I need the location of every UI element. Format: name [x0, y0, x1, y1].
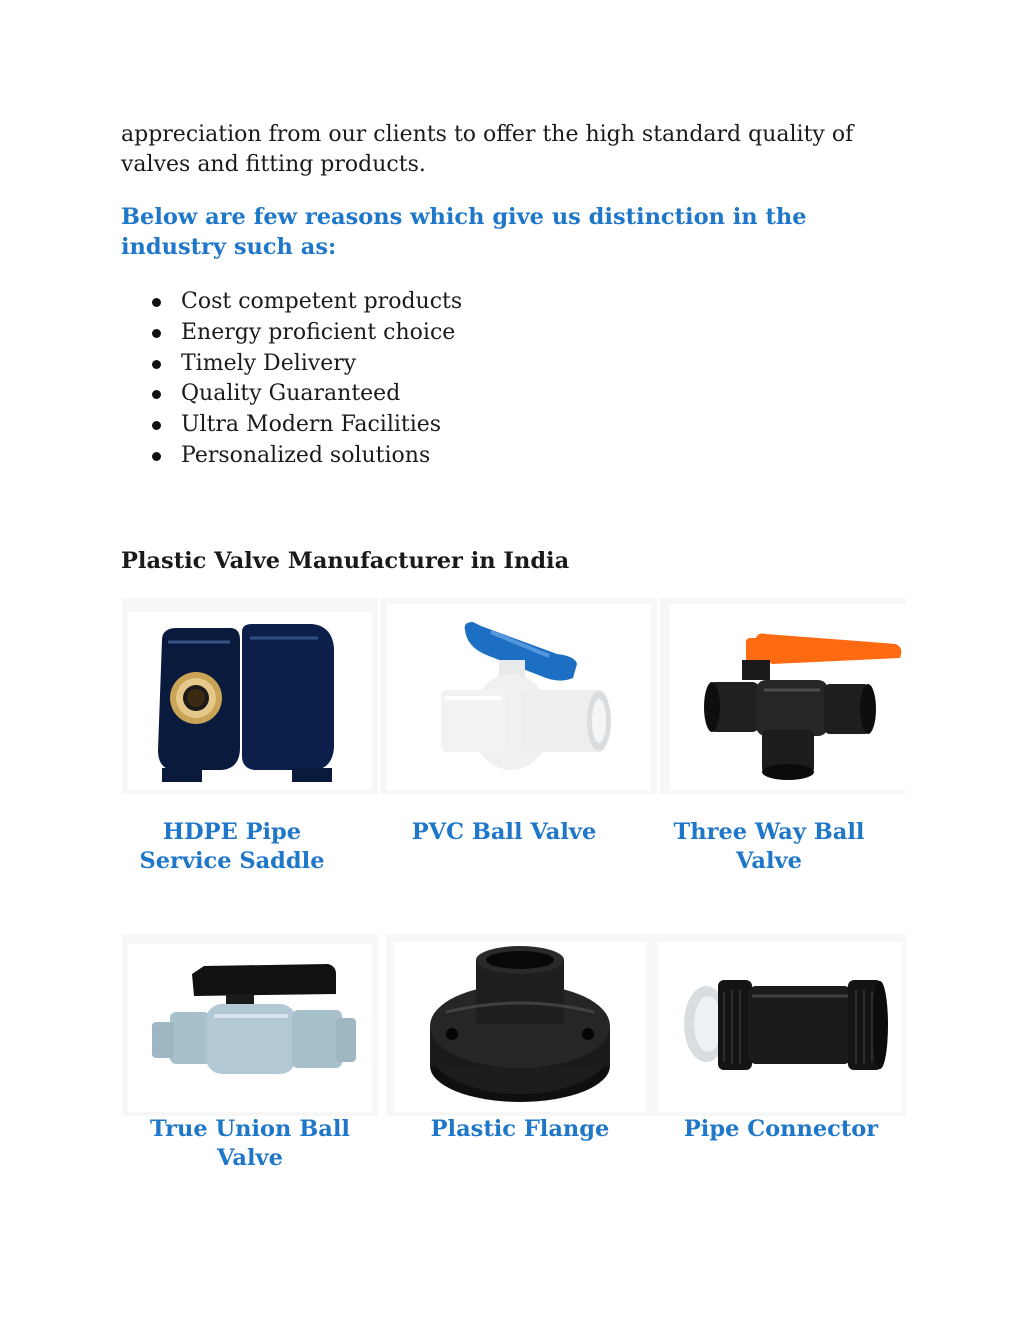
bullet-icon — [152, 329, 161, 338]
list-item — [150, 287, 462, 318]
product-caption: HDPE Pipe Service Saddle — [139, 819, 325, 874]
list-item-label: Personalized solutions — [181, 442, 431, 468]
product-image-three-way-ball-valve — [660, 598, 906, 794]
product-caption: True Union Ball Valve — [150, 1116, 350, 1171]
list-item — [150, 441, 462, 472]
product-caption: PVC Ball Valve — [411, 819, 597, 845]
intro-paragraph: appreciation from our clients to offer the high standard quality of valves and fitting products. — [121, 122, 854, 177]
list-item-label: Ultra Modern Facilities — [181, 412, 442, 438]
list-item-label: Quality Guaranteed — [181, 381, 401, 407]
reasons-heading: Below are few reasons which give us distinction in the industry such as: — [121, 204, 807, 260]
product-caption: Pipe Connector — [683, 1116, 879, 1142]
list-item — [150, 410, 462, 441]
three-way-ball-valve-icon — [660, 598, 906, 794]
plastic-flange-icon — [386, 934, 654, 1116]
product-caption: Three Way Ball Valve — [673, 819, 865, 874]
section-title: Plastic Valve Manufacturer in India — [121, 548, 570, 574]
bullet-icon — [152, 298, 161, 307]
list-item-label: Energy proficient choice — [181, 319, 456, 345]
bullet-icon — [152, 390, 161, 399]
pvc-ball-valve-icon — [381, 598, 657, 794]
list-item — [150, 379, 462, 410]
true-union-ball-valve-icon — [122, 934, 378, 1116]
product-image-pipe-connector — [652, 934, 906, 1116]
list-item-label: Timely Delivery — [181, 350, 357, 376]
pipe-connector-icon — [652, 934, 906, 1116]
bullet-icon — [152, 360, 161, 369]
list-item — [150, 318, 462, 349]
list-item — [150, 349, 462, 380]
product-image-true-union-ball-valve — [122, 934, 378, 1116]
product-image-hdpe-saddle — [122, 598, 378, 794]
bullet-icon — [152, 421, 161, 430]
list-item-label: Cost competent products — [181, 289, 463, 314]
product-image-pvc-ball-valve — [381, 598, 657, 794]
bullet-icon — [152, 452, 161, 461]
product-image-plastic-flange — [386, 934, 654, 1116]
reasons-list — [150, 287, 462, 472]
product-caption: Plastic Flange — [430, 1116, 610, 1142]
hdpe-saddle-icon — [122, 598, 378, 794]
